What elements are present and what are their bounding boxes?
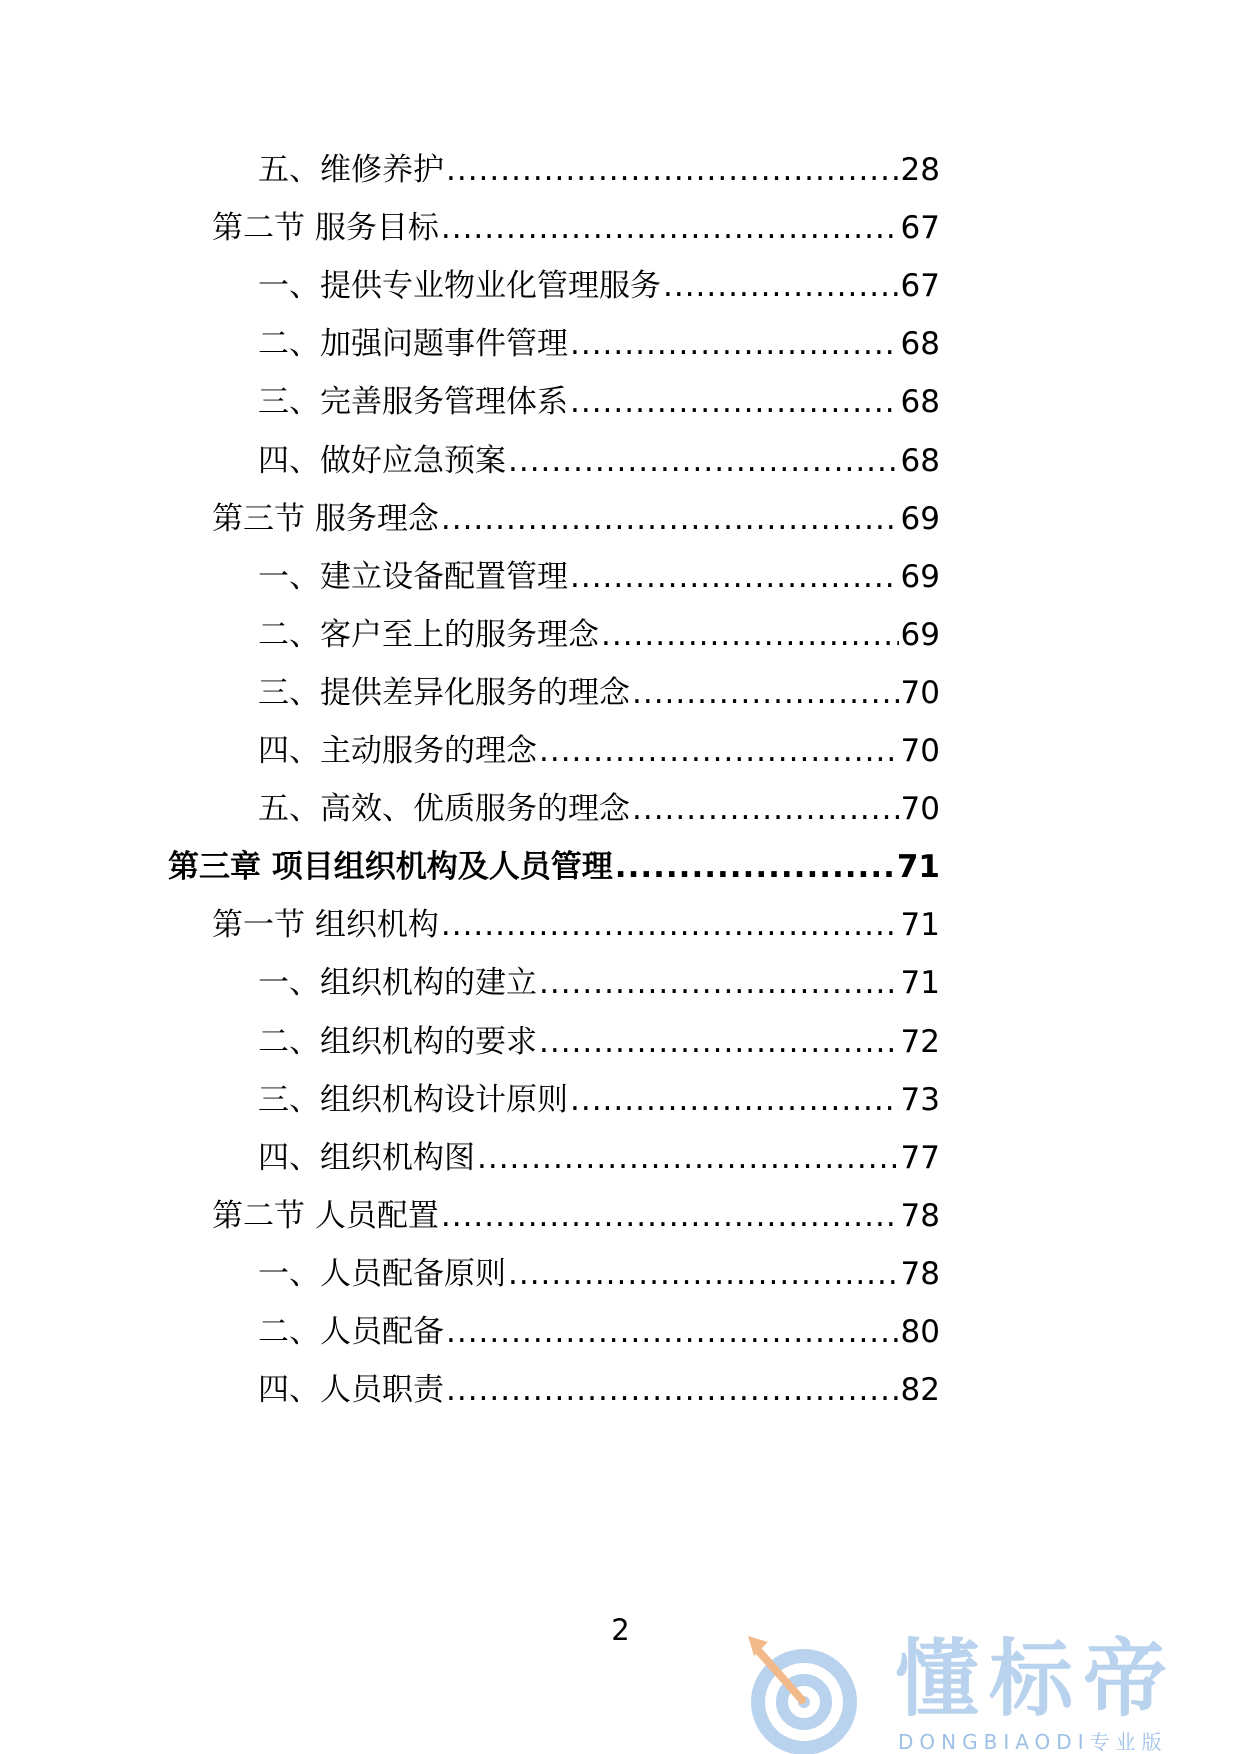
toc-entry-label: 四、做好应急预案 xyxy=(258,442,506,479)
toc-entry-label: 第三节 服务理念 xyxy=(212,500,439,537)
toc-entry-label: 一、人员配备原则 xyxy=(258,1255,506,1292)
toc-entry-label: 二、加强问题事件管理 xyxy=(258,326,568,363)
toc-entry-label: 五、维修养护 xyxy=(258,152,444,188)
toc-entry-page: 67 xyxy=(900,210,940,247)
toc-entry-label: 第二节 人员配置 xyxy=(212,1197,439,1234)
toc-entry-page: 70 xyxy=(900,674,940,711)
toc-entry-page: 82 xyxy=(900,1372,940,1409)
toc-dot-leader xyxy=(632,673,899,713)
toc-entry[interactable] xyxy=(258,437,940,481)
toc-entry-page: 68 xyxy=(900,384,940,421)
toc-entry-page: 73 xyxy=(900,1081,940,1118)
toc-entry[interactable] xyxy=(258,262,940,306)
watermark-subtitle: DONGBIAODI专业版 xyxy=(898,1730,1168,1754)
toc-entry-page: 71 xyxy=(900,907,940,944)
toc-dot-leader xyxy=(441,1196,899,1236)
toc-entry-page: 78 xyxy=(900,1255,940,1292)
toc-entry-label: 二、人员配备 xyxy=(258,1314,444,1350)
toc-dot-leader xyxy=(539,731,899,771)
toc-entry[interactable] xyxy=(258,959,940,1003)
toc-entry[interactable] xyxy=(212,1192,940,1236)
toc-entry[interactable] xyxy=(258,1134,940,1178)
toc-entry[interactable] xyxy=(258,146,940,190)
toc-dot-leader xyxy=(508,441,899,481)
toc-entry-page: 69 xyxy=(900,558,940,595)
toc-entry[interactable] xyxy=(258,320,940,364)
toc-entry[interactable] xyxy=(258,1076,940,1120)
toc-entry[interactable] xyxy=(258,1366,940,1410)
toc-entry[interactable] xyxy=(212,495,940,539)
toc-entry[interactable] xyxy=(168,843,940,887)
toc-entry-page: 78 xyxy=(900,1197,940,1234)
toc-entry-page: 70 xyxy=(900,791,940,828)
toc-entry-page: 72 xyxy=(900,1023,940,1060)
toc-entry[interactable] xyxy=(258,611,940,655)
toc-dot-leader xyxy=(663,266,899,306)
toc-entry-label: 四、人员职责 xyxy=(258,1372,444,1409)
toc-entry-page: 77 xyxy=(900,1139,940,1176)
toc-dot-leader xyxy=(615,847,895,887)
toc-dot-leader xyxy=(446,1370,899,1410)
toc-entry-label: 第一节 组织机构 xyxy=(212,907,439,944)
toc-entry[interactable] xyxy=(258,1018,940,1062)
toc-entry[interactable] xyxy=(258,1250,940,1294)
toc-entry-label: 一、提供专业物业化管理服务 xyxy=(258,268,661,305)
toc-dot-leader xyxy=(446,150,899,190)
toc-entry[interactable] xyxy=(258,553,940,597)
toc-entry-label: 四、主动服务的理念 xyxy=(258,733,537,769)
toc-entry-page: 71 xyxy=(896,849,940,886)
toc-entry-page: 71 xyxy=(900,965,940,1002)
toc-entry-label: 一、建立设备配置管理 xyxy=(258,558,568,595)
toc-entry-label: 三、组织机构设计原则 xyxy=(258,1081,568,1118)
toc-entry-label: 第二节 服务目标 xyxy=(212,210,439,247)
toc-entry-label: 一、组织机构的建立 xyxy=(258,965,537,1002)
toc-entry[interactable] xyxy=(212,204,940,248)
toc-entry[interactable] xyxy=(212,901,940,945)
toc-dot-leader xyxy=(441,499,899,539)
toc-entry[interactable] xyxy=(258,378,940,422)
toc-dot-leader xyxy=(477,1138,899,1178)
watermark-brand: 懂标帝 xyxy=(895,1630,1178,1728)
toc-entry[interactable] xyxy=(258,727,940,771)
toc-dot-leader xyxy=(441,905,899,945)
toc-entry-page: 80 xyxy=(900,1314,940,1350)
toc-dot-leader xyxy=(508,1254,899,1294)
toc-entry-label: 二、客户至上的服务理念 xyxy=(258,616,599,653)
toc-dot-leader xyxy=(539,963,899,1003)
toc-entry-label: 三、完善服务管理体系 xyxy=(258,384,568,421)
toc-entry[interactable] xyxy=(258,669,940,713)
target-dart-icon xyxy=(742,1630,882,1754)
toc-entry[interactable] xyxy=(258,1308,940,1352)
toc-entry-label: 五、高效、优质服务的理念 xyxy=(258,791,630,828)
toc-dot-leader xyxy=(441,208,899,248)
toc-entry-label: 二、组织机构的要求 xyxy=(258,1023,537,1060)
toc-entry-label: 三、提供差异化服务的理念 xyxy=(258,674,630,711)
toc-entry-page: 67 xyxy=(900,268,940,305)
page-number: 2 xyxy=(611,1613,630,1647)
toc-dot-leader xyxy=(446,1312,899,1352)
toc-dot-leader xyxy=(601,615,899,655)
toc-entry-label: 第三章 项目组织机构及人员管理 xyxy=(168,849,613,886)
toc-entry-page: 28 xyxy=(900,152,940,188)
toc-dot-leader xyxy=(570,557,899,597)
toc-dot-leader xyxy=(570,382,899,422)
toc-entry-label: 四、组织机构图 xyxy=(258,1139,475,1176)
toc-dot-leader xyxy=(539,1022,899,1062)
toc-entry-page: 70 xyxy=(900,733,940,769)
toc-entry-page: 69 xyxy=(900,616,940,653)
toc-dot-leader xyxy=(570,324,899,364)
watermark xyxy=(740,1630,1220,1754)
toc-entry[interactable] xyxy=(258,785,940,829)
toc-entry-page: 69 xyxy=(900,500,940,537)
toc-dot-leader xyxy=(632,789,899,829)
toc-dot-leader xyxy=(570,1080,899,1120)
toc-entry-page: 68 xyxy=(900,326,940,363)
toc-entry-page: 68 xyxy=(900,442,940,479)
